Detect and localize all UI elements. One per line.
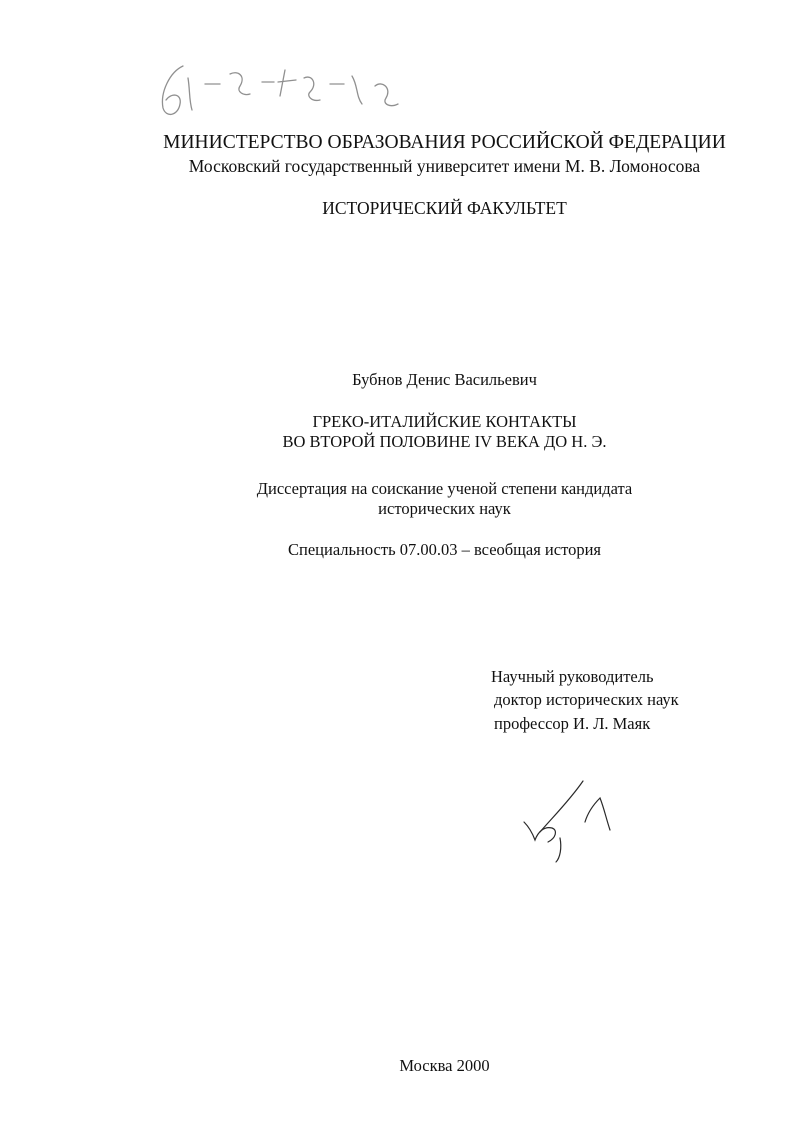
city-year: Москва 2000 — [399, 1056, 490, 1075]
supervisor-name: профессор И. Л. Маяк — [494, 714, 651, 733]
dissertation-degree-line-2: исторических наук — [378, 499, 511, 518]
supervisor-degree: доктор исторических наук — [494, 690, 679, 709]
dissertation-degree-line-1: Диссертация на соискание ученой степени кандидата — [256, 479, 633, 498]
thesis-title-line-1: ГРЕКО-ИТАЛИЙСКИЕ КОНТАКТЫ — [312, 412, 577, 431]
university-name: Московский государственный университет имени М. В. Ломоносова — [188, 156, 701, 176]
supervisor-role: Научный руководитель — [491, 667, 654, 686]
author-name: Бубнов Денис Васильевич — [352, 370, 537, 389]
specialty-line: Специальность 07.00.03 – всеобщая история — [288, 540, 601, 559]
thesis-title-line-2: ВО ВТОРОЙ ПОЛОВИНЕ IV ВЕКА ДО Н. Э. — [282, 432, 607, 451]
faculty-name: ИСТОРИЧЕСКИЙ ФАКУЛЬТЕТ — [322, 198, 567, 218]
ministry-heading: МИНИСТЕРСТВО ОБРАЗОВАНИЯ РОССИЙСКОЙ ФЕДЕРАЦИИ — [163, 132, 726, 153]
